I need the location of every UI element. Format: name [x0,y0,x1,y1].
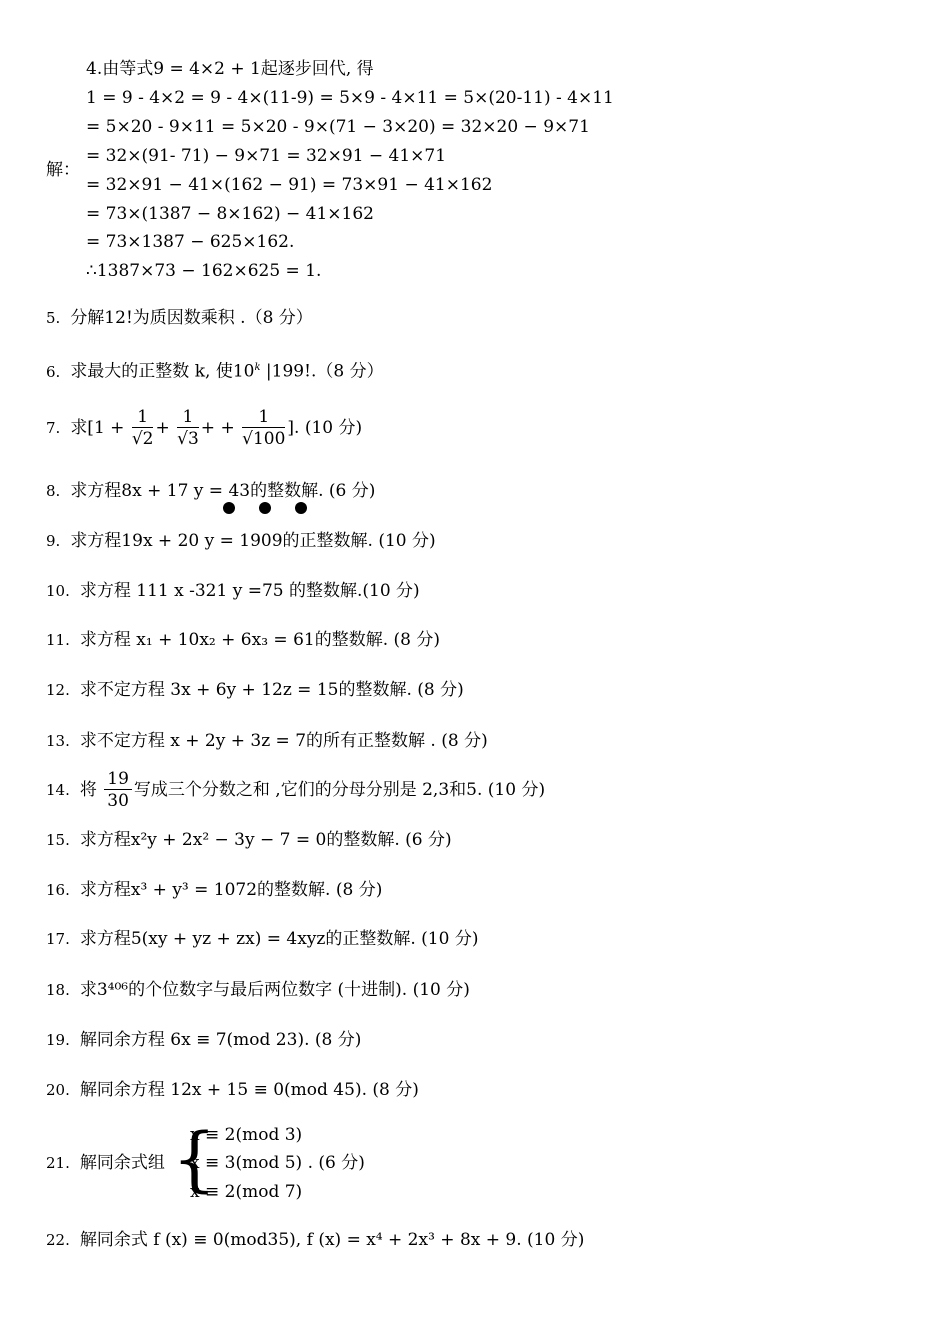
question-number: 15. [46,831,70,849]
fraction-19-30: $\frac{19}{30}$ [104,769,132,812]
emphasis-dot [295,502,307,514]
question-text: 求[1 + [70,418,125,438]
question-number: 7. [46,419,61,437]
question-number: 5. [46,309,61,327]
fraction-2: $\frac{1}{√3}$ [177,407,199,449]
question-12 [46,679,464,701]
question-text-tail: 写成三个分数之和 ,它们的分母分别是 2,3和5. (10 分) [133,780,546,800]
question-number: 16. [46,881,70,899]
question-9 [46,530,436,552]
fraction-3: $\frac{1}{√100}$ [242,407,286,449]
emphasis-dot [259,502,271,514]
question-10 [46,580,420,602]
system-line-1: x ≡ 2(mod 3) [190,1125,303,1145]
solution-line-5: = 32×91 − 41×(162 − 91) = 73×91 − 41×162 [86,175,493,195]
question-text: 解同余方程 12x + 15 ≡ 0(mod 45). (8 分) [79,1080,419,1100]
question-number: 8. [46,482,61,500]
question-number: 14. [46,781,70,799]
question-7: 7. 求[1 + $\frac{1}{√2}$ + $\frac{1}{√3}$ + + $\frac{1}{√100}$ ]. (10 分) [46,407,363,449]
question-text: 求方程5(xy + yz + zx) = 4xyz的正整数解. (10 分) [79,929,479,949]
question-text: 求方程x²y + 2x² − 3y − 7 = 0的整数解. (6 分) [79,830,452,850]
question-text: 求方程x³ + y³ = 1072的整数解. (8 分) [79,880,383,900]
question-number: 17. [46,930,70,948]
question-8 [46,480,375,502]
question-17 [46,928,478,950]
question-text: 求方程 x₁ + 10x₂ + 6x₃ = 61的整数解. (8 分) [79,630,440,650]
question-15 [46,829,452,851]
question-14 [46,767,545,813]
question-number: 18. [46,981,70,999]
question-number: 11. [46,631,70,649]
question-number: 13. [46,732,70,750]
question-text: 求不定方程 3x + 6y + 12z = 15的整数解. (8 分) [79,680,464,700]
solution-line-3: = 5×20 - 9×11 = 5×20 - 9×(71 − 3×20) = 32×20 − 9×71 [86,117,590,137]
question-number: 20. [46,1081,70,1099]
solution-line-4: = 32×(91- 71) − 9×71 = 32×91 − 41×71 [86,146,447,166]
question-21 [46,1152,165,1174]
question-text: 解同余式 f (x) ≡ 0(mod35), f (x) = x⁴ + 2x³ + 8x + 9. (10 分) [79,1230,585,1250]
exponent-k: k [254,362,261,373]
system-line-2: x ≡ 3(mod 5) . (6 分) [190,1153,365,1173]
question-text: 分解12!为质因数乘积 .（8 分） [70,308,313,328]
question-number: 6. [46,362,61,381]
question-number: 21. [46,1154,70,1172]
question-text: 求方程8x + 17 y = 43的整数解. (6 分) [70,481,376,501]
question-13 [46,730,488,752]
question-number: 12. [46,681,70,699]
question-20 [46,1079,419,1101]
solution-line-1: 4.由等式9 = 4×2 + 1起逐步回代, 得 [86,59,374,79]
emphasis-dot [223,502,235,514]
question-text: 解同余式组 [79,1153,165,1173]
fraction-1: $\frac{1}{√2}$ [131,407,154,449]
solution-label: 解： [46,160,80,180]
question-18 [46,979,470,1001]
question-text-tail: ]. (10 分) [287,418,363,438]
question-number: 22. [46,1231,70,1249]
question-text: 求3⁴⁰⁶的个位数字与最后两位数字 (十进制). (10 分) [79,980,470,1000]
question-5 [46,307,313,329]
question-number: 10. [46,582,70,600]
solution-line-7: = 73×1387 − 625×162. [86,232,295,252]
solution-line-8: ∴1387×73 − 162×625 = 1. [86,261,322,281]
question-19 [46,1029,361,1051]
solution-line-6: = 73×(1387 − 8×162) − 41×162 [86,204,374,224]
system-line-3: x ≡ 2(mod 7) [190,1182,303,1202]
question-11 [46,629,440,651]
question-6 [46,357,384,383]
question-text: 求方程19x + 20 y = 1909的正整数解. (10 分) [70,531,436,551]
question-text-tail: |199!.（8 分） [260,361,384,382]
solution-line-2: 1 = 9 - 4×2 = 9 - 4×(11-9) = 5×9 - 4×11 = 5×(20-11) - 4×11 [86,88,614,108]
question-text: 求最大的正整数 k, 使10 [70,361,255,382]
question-text: 将 [79,780,97,800]
question-text: 求不定方程 x + 2y + 3z = 7的所有正整数解 . (8 分) [79,731,488,751]
question-text: 解同余方程 6x ≡ 7(mod 23). (8 分) [79,1030,362,1050]
question-number: 9. [46,532,61,550]
question-number: 19. [46,1031,70,1049]
question-22 [46,1229,584,1251]
system-brace: { [172,1118,217,1200]
question-text: 求方程 111 x -321 y =75 的整数解.(10 分) [79,581,420,601]
question-16 [46,879,382,901]
